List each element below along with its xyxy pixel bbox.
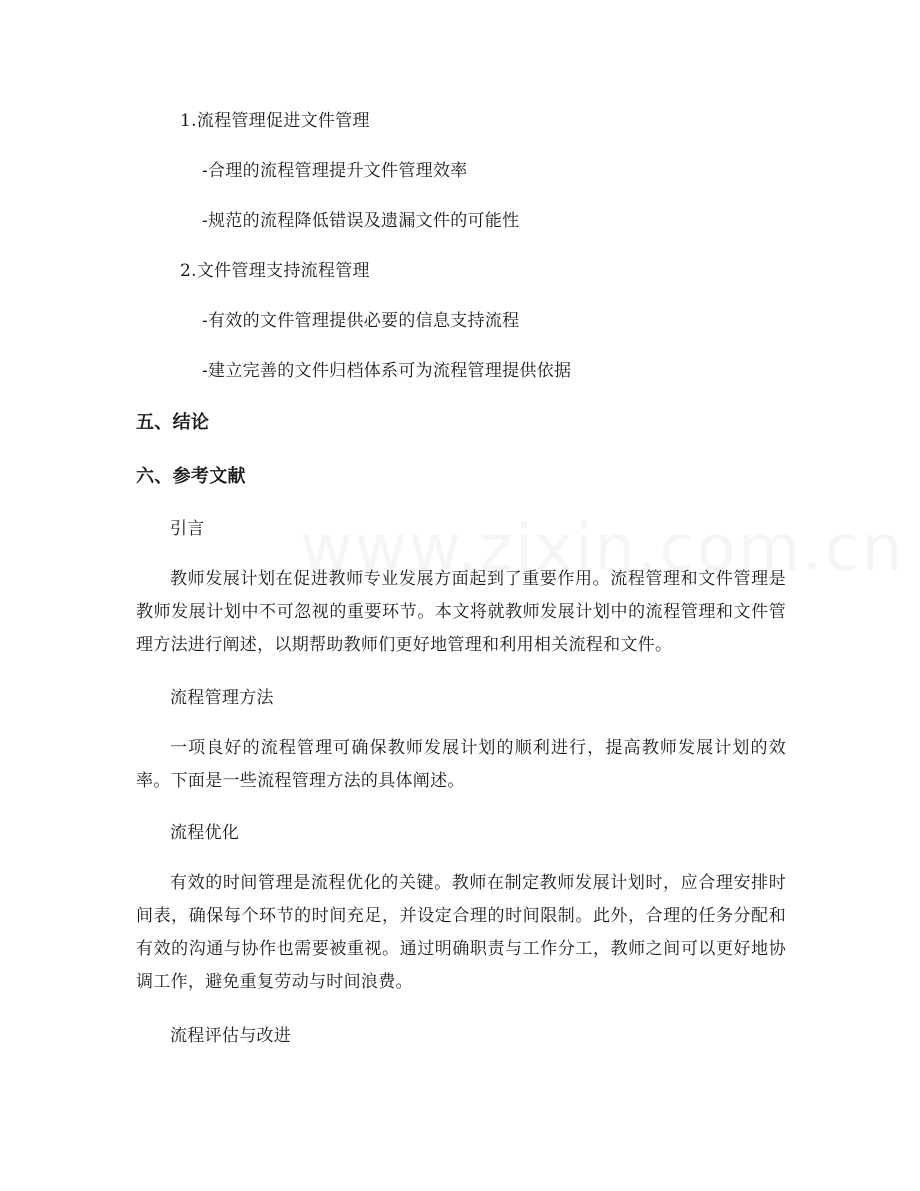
subtitle-introduction: 引言 <box>170 519 205 539</box>
paragraph-introduction: 教师发展计划在促进教师专业发展方面起到了重要作用。流程管理和文件管理是教师发展计划中不可忽视的重要环节。本文将就教师发展计划中的流程管理和文件管理方法进行阐述，以期帮助教师们更好地管理和利用相关流程和文件。 <box>136 569 786 655</box>
paragraph-process-optimization: 有效的时间管理是流程优化的关键。教师在制定教师发展计划时，应合理安排时间表，确保每个环节的时间充足，并设定合理的时间限制。此外，合理的任务分配和有效的沟通与协作也需要被重视。通过明确职责与工作分工，教师之间可以更好地协调工作，避免重复劳动与时间浪费。 <box>136 873 786 992</box>
subtitle-process-optimization: 流程优化 <box>170 823 240 843</box>
subtitle-process-evaluation: 流程评估与改进 <box>170 1026 292 1046</box>
outline-subitem-1b: -规范的流程降低错误及遗漏文件的可能性 <box>202 211 520 231</box>
outline-subitem-2b: -建立完善的文件归档体系可为流程管理提供依据 <box>202 361 572 381</box>
section-heading-references: 六、参考文献 <box>136 466 246 487</box>
outline-subitem-1a: -合理的流程管理提升文件管理效率 <box>202 161 468 181</box>
section-heading-conclusion: 五、结论 <box>136 412 210 433</box>
subtitle-process-methods: 流程管理方法 <box>170 688 274 708</box>
outline-subitem-2a: -有效的文件管理提供必要的信息支持流程 <box>202 311 520 331</box>
outline-item-1: 1.流程管理促进文件管理 <box>180 111 370 131</box>
outline-item-2: 2.文件管理支持流程管理 <box>180 261 370 281</box>
paragraph-process-methods: 一项良好的流程管理可确保教师发展计划的顺利进行，提高教师发展计划的效率。下面是一些流程管理方法的具体阐述。 <box>136 738 786 791</box>
